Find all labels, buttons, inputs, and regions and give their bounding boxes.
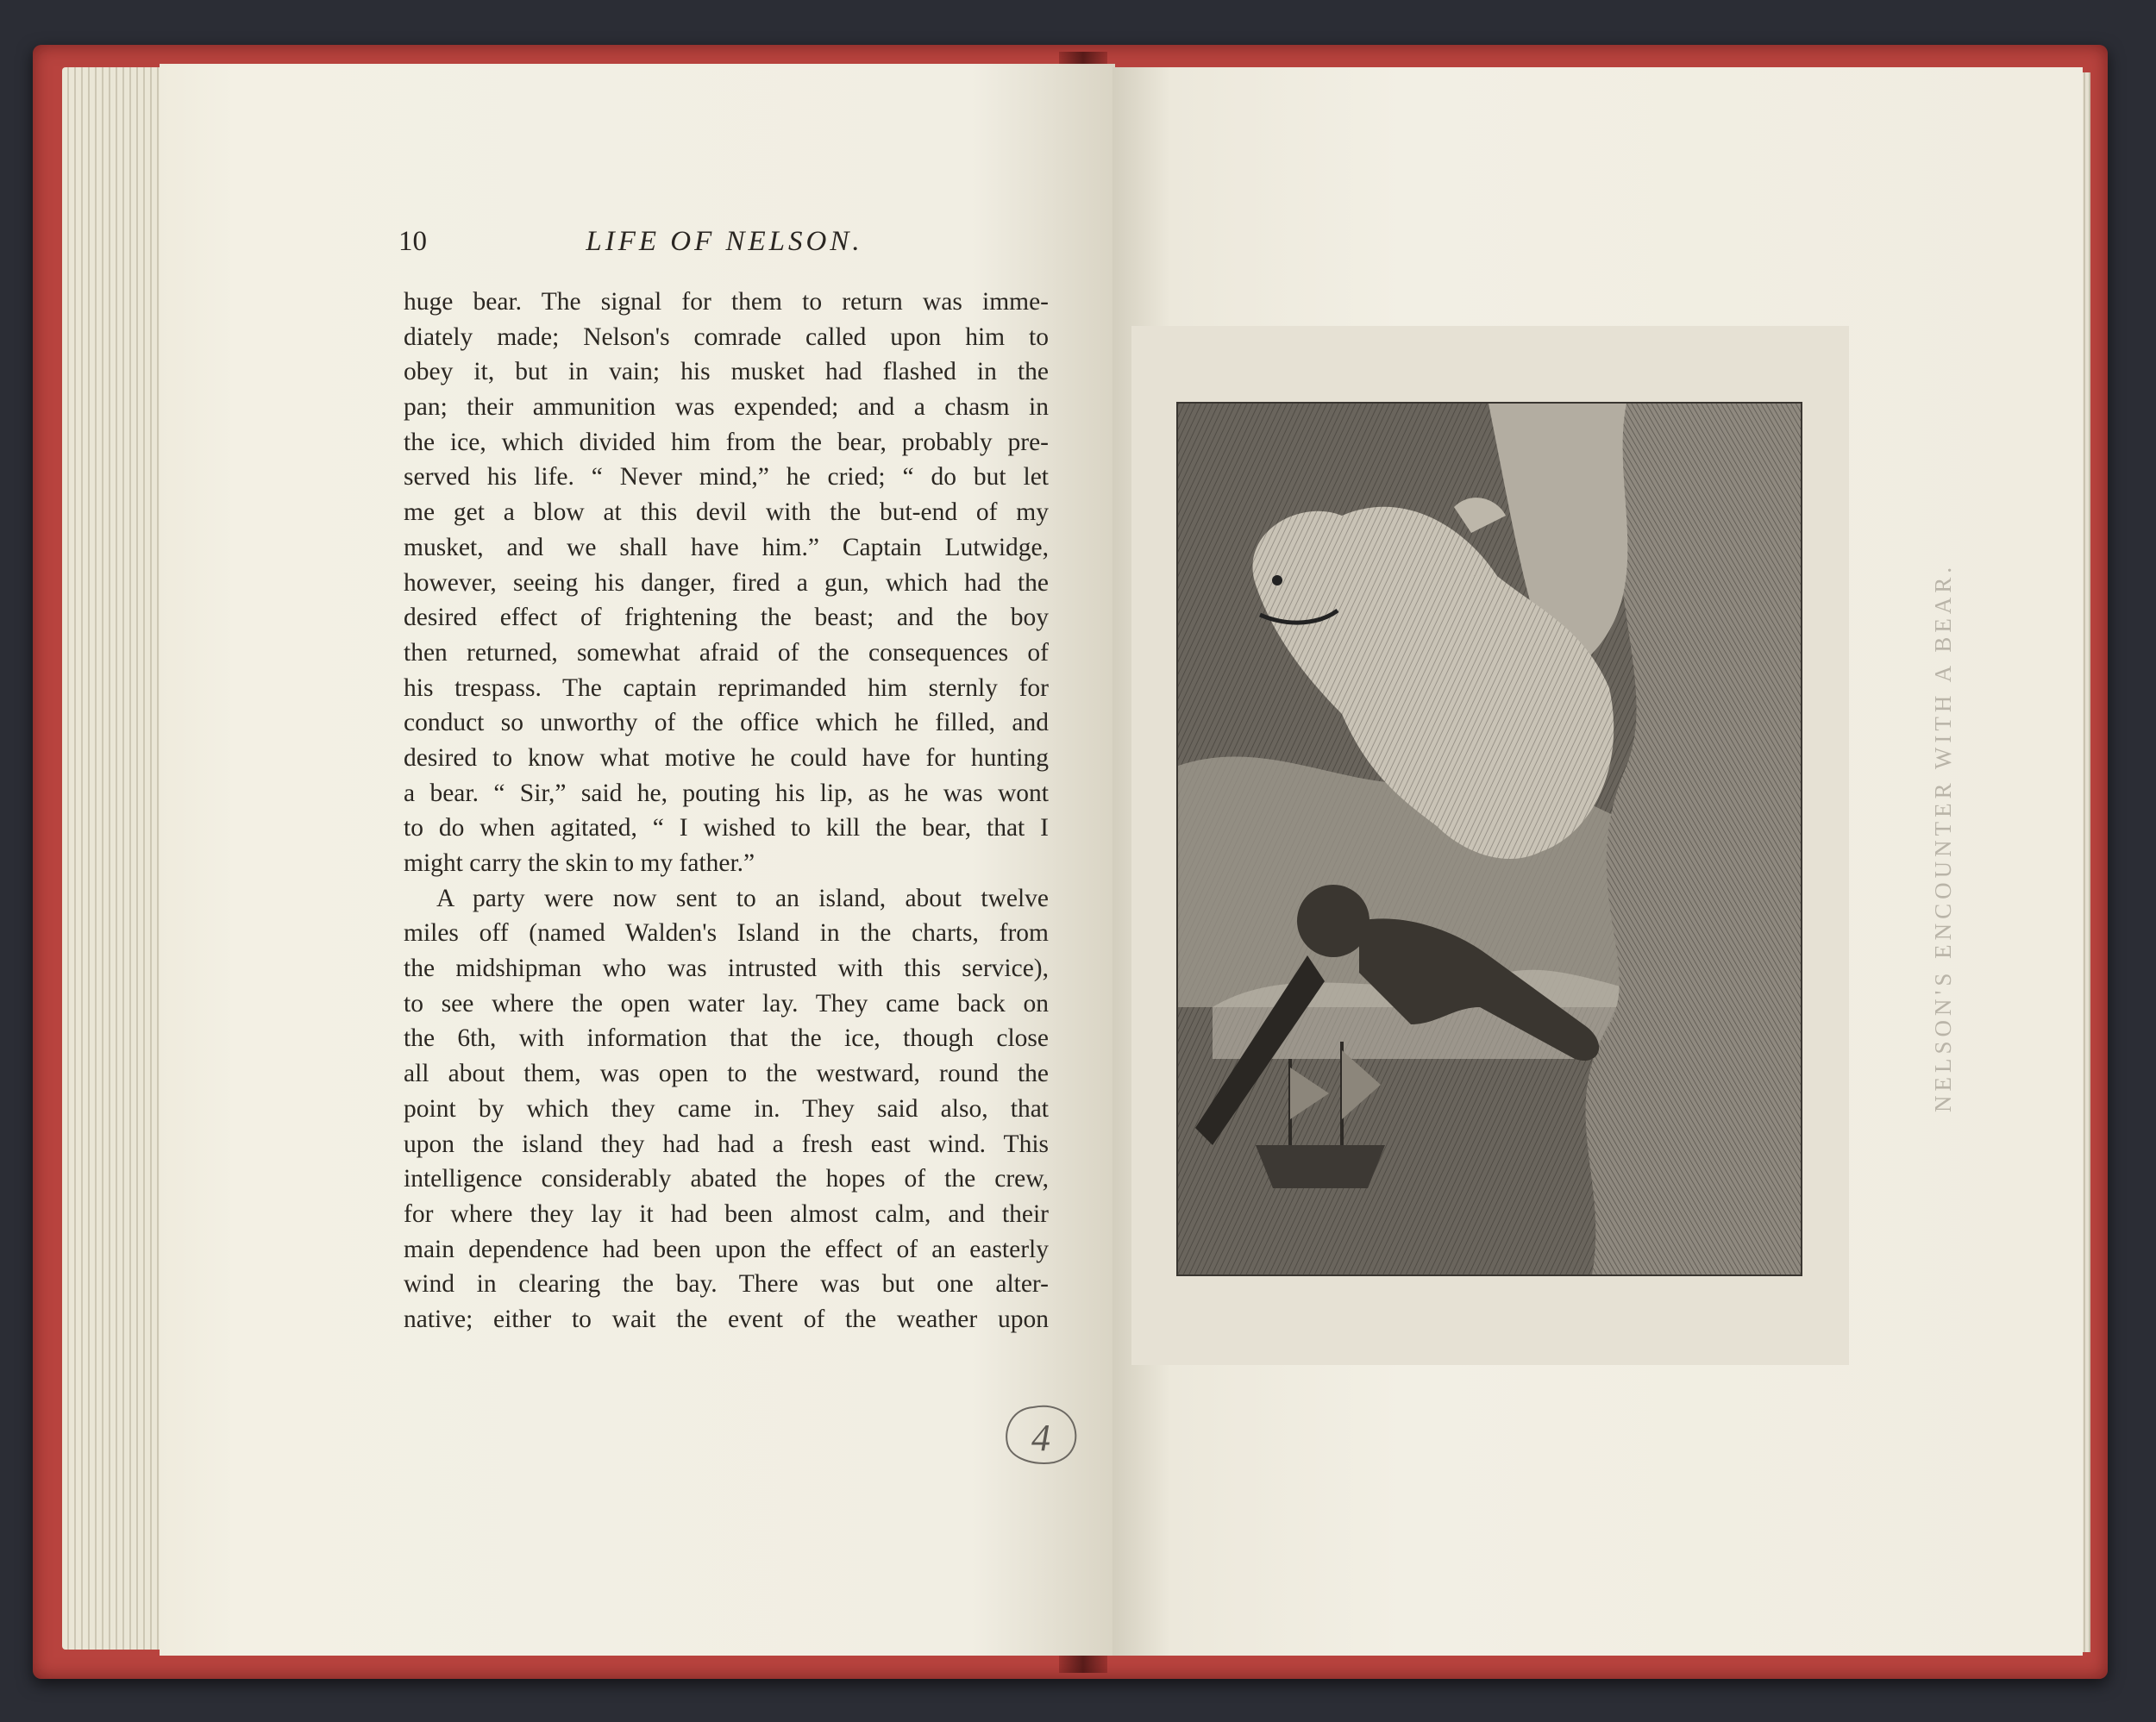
- text-line: the midshipman who was intrusted with this service),: [404, 955, 1049, 983]
- text-line: wind in clearing the bay. There was but one alter-: [404, 1270, 1049, 1299]
- engraving-illustration: [1176, 402, 1802, 1276]
- text-line: native; either to wait the event of the weather upon: [404, 1305, 1049, 1333]
- text-line: intelligence considerably abated the hopes of the crew,: [404, 1165, 1049, 1193]
- text-line: served his life. “ Never mind,” he cried; “ do but let: [404, 463, 1049, 492]
- text-line: upon the island they had had a fresh east wind. This: [404, 1130, 1049, 1158]
- pencil-note-text: 4: [1031, 1417, 1050, 1459]
- text-line: point by which they came in. They said also, that: [404, 1094, 1049, 1123]
- text-line: main dependence had been upon the effect of an easterly: [404, 1235, 1049, 1263]
- text-line: to see where the open water lay. They came back on: [404, 989, 1049, 1018]
- text-line: A party were now sent to an island, about twelve: [436, 884, 1049, 912]
- text-line: pan; their ammunition was expended; and a chasm in: [404, 393, 1049, 422]
- plate-caption: NELSON'S ENCOUNTER WITH A BEAR.: [1930, 562, 1956, 1112]
- text-line: conduct so unworthy of the office which he filled, and: [404, 709, 1049, 737]
- text-line: musket, and we shall have him.” Captain Lutwidge,: [404, 533, 1049, 561]
- text-line: a bear. “ Sir,” said he, pouting his lip, as he was wont: [404, 779, 1049, 807]
- left-page-edges: [62, 67, 174, 1650]
- text-line: however, seeing his danger, fired a gun, which had the: [404, 568, 1049, 597]
- text-line: might carry the skin to my father.”: [404, 849, 755, 877]
- page-number: 10: [398, 226, 427, 257]
- text-line: desired to know what motive he could have for hunting: [404, 743, 1049, 772]
- text-line: the 6th, with information that the ice, though close: [404, 1024, 1049, 1053]
- text-line: the ice, which divided him from the bear, probably pre-: [404, 428, 1049, 456]
- text-line: desired effect of frightening the beast; and the boy: [404, 604, 1049, 632]
- text-line: miles off (named Walden's Island in the charts, from: [404, 919, 1049, 948]
- text-line: then returned, somewhat afraid of the consequences of: [404, 638, 1049, 667]
- text-line: to do when agitated, “ I wished to kill the bear, that I: [404, 814, 1049, 842]
- text-line: his trespass. The captain reprimanded him sternly for: [404, 673, 1049, 702]
- text-line: all about them, was open to the westward, round the: [404, 1060, 1049, 1088]
- text-line: me get a blow at this devil with the but-end of my: [404, 498, 1049, 527]
- text-line: obey it, but in vain; his musket had flashed in the: [404, 358, 1049, 386]
- pencil-annotation: [1000, 1402, 1083, 1469]
- text-line: diately made; Nelson's comrade called upon him to: [404, 322, 1049, 351]
- running-head: [398, 226, 1050, 260]
- text-line: huge bear. The signal for them to return was imme-: [404, 288, 1049, 316]
- body-text: [404, 285, 1049, 1337]
- running-head-title: LIFE OF NELSON.: [586, 226, 863, 257]
- text-line: for where they lay it had been almost calm, and their: [404, 1199, 1049, 1228]
